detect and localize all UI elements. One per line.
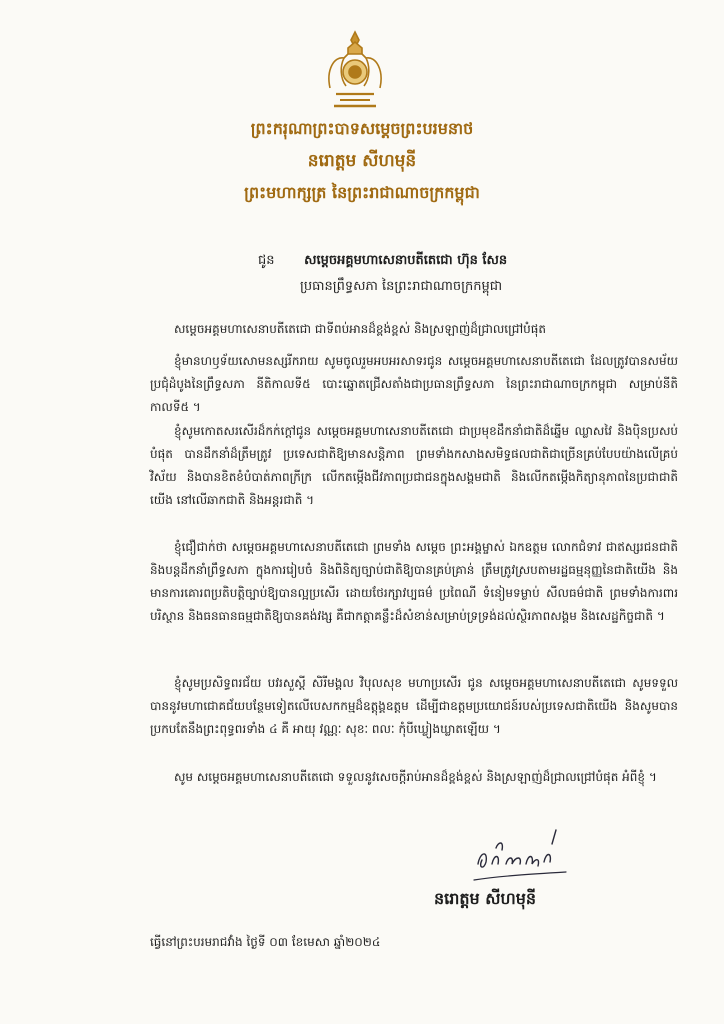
recipient-line: [258, 252, 507, 271]
sender-role-line: ព្រះមហាក្សត្រ នៃព្រះរាជាណាចក្រកម្ពុជា: [244, 183, 480, 202]
closing-text: សូម សម្ដេចអគ្គមហាសេនាបតីតេជោ ទទួលនូវសេចក្ដីរាប់អានដ៏ខ្ពង់ខ្ពស់ និងស្រឡាញ់ដ៏ជ្រាលជ្រៅបំផុត អំពីខ្ញុំ ។: [174, 770, 657, 784]
recipient-name: សម្ដេចអគ្គមហាសេនាបតីតេជោ ហ៊ុន សែន: [304, 253, 508, 268]
royal-emblem-icon: [318, 28, 392, 114]
recipient-prefix: ជូន: [258, 253, 275, 268]
paragraph-2-text: ខ្ញុំសូមកោតសរសើរដ៏កក់ក្ដៅជូន សម្ដេចអគ្គមហាសេនាបតីតេជោ ជាប្រមុខដឹកនាំជាតិដ៏ឆ្នើម ឈ្លាសវៃ និងប៉ិនប្រសប់បំផុត បានដឹកនាំដ៏ត្រឹមត្រូវ ប្រទេសជាតិឱ្យមានសន្តិភាព ព្រមទាំងកសាងសមិទ្ធផលជាតិជាច្រើនគ្រប់បែបយ៉ាងលើគ្រប់វិស័យ និងបានខិតខំបំបាត់ភាពក្រីក្រ លើកតម្កើងជីវភាពប្រជាជនក្នុងសង្គមជាតិ និងលើកតម្កើងកិត្យានុភាពនៃប្រជាជាតិយើង នៅលើឆាកជាតិ និងអន្តរជាតិ ។: [150, 424, 678, 507]
recipient-title: ប្រធានព្រឹទ្ធសភា នៃព្រះរាជាណាចក្រកម្ពុជា: [300, 279, 503, 294]
paragraph-1-text: ខ្ញុំមានហឫទ័យសោមនស្សរីករាយ សូមចូលរួមអបអរសាទរជូន សម្ដេចអគ្គមហាសេនាបតីតេជោ ដែលត្រូវបានសម័យប្រជុំដំបូងនៃព្រឹទ្ធសភា នីតិកាលទី៥ បោះឆ្នោតជ្រើសតាំងជាប្រធានព្រឹទ្ធសភា នៃព្រះរាជាណាចក្រកម្ពុជា សម្រាប់នីតិកាលទី៥ ។: [150, 354, 678, 414]
handwritten-signature-icon: [470, 824, 570, 888]
paragraph-4: [150, 672, 678, 741]
sender-title-line: ព្រះករុណាព្រះបាទសម្ដេចព្រះបរមនាថ: [250, 119, 474, 138]
salutation-text: សម្ដេចអគ្គមហាសេនាបតីតេជោ ជាទីពប់អានដ៏ខ្ពង់ខ្ពស់ និងស្រឡាញ់ដ៏ជ្រាលជ្រៅបំផុត: [174, 322, 546, 336]
closing-paragraph: [150, 766, 678, 789]
paragraph-1: [150, 350, 678, 419]
paragraph-4-text: ខ្ញុំសូមប្រសិទ្ធពរជ័យ បវរសួស្ដី សិរីមង្គល វិបុលសុខ មហាប្រសើរ ជូន សម្ដេចអគ្គមហាសេនាបតីតេជោ សូមទទួលបាននូវមហាជោគជ័យបន្ថែមទៀតលើបេសកកម្មដ៏ឧត្តុង្គឧត្តម ដើម្បីជាឧត្តមប្រយោជន៍របស់ប្រទេសជាតិយើង និងសូមបានប្រកបតែនឹងព្រះពុទ្ធពរទាំង ៤ គឺ អាយុ វណ្ណៈ សុខៈ ពលៈ កុំបីឃ្លៀងឃ្លាតឡើយ ។: [150, 676, 678, 736]
signatory-name: នរោត្តម សីហមុនី: [434, 889, 537, 908]
salutation: [150, 318, 678, 341]
paragraph-2: [150, 420, 678, 512]
paragraph-3: [150, 536, 678, 628]
sender-name: នរោត្តម សីហមុនី: [307, 151, 417, 171]
paragraph-3-text: ខ្ញុំជឿជាក់ថា សម្ដេចអគ្គមហាសេនាបតីតេជោ ព្រមទាំង សម្ដេច ព្រះអង្គម្ចាស់ ឯកឧត្តម លោកជំទាវ ជាឥស្សរជនជាតិ និងបន្តដឹកនាំព្រឹទ្ធសភា ក្នុងការរៀបចំ និងពិនិត្យច្បាប់ជាតិឱ្យបានគ្រប់គ្រាន់ ត្រឹមត្រូវស្របតាមរដ្ឋធម្មនុញ្ញនៃជាតិយើង និងមានការគោរពប្រតិបត្តិច្បាប់ឱ្យបានល្អប្រសើរ ដោយថែរក្សាវប្បធម៌ ប្រពៃណី ទំនៀមទម្លាប់ សីលធម៌ជាតិ ព្រមទាំងការពារបរិស្ថាន និងធនធានធម្មជាតិឱ្យបានគង់វង្ស គឺជាកត្តាគន្លឹះដ៏សំខាន់សម្រាប់ទ្រទ្រង់ដល់ស្ថិរភាពសង្គម និងសេដ្ឋកិច្ចជាតិ ។: [150, 540, 678, 623]
place-date-line: ធ្វើនៅព្រះបរមរាជវាំង ថ្ងៃទី ០៣ ខែមេសា ឆ្នាំ២០២៤: [150, 935, 381, 949]
